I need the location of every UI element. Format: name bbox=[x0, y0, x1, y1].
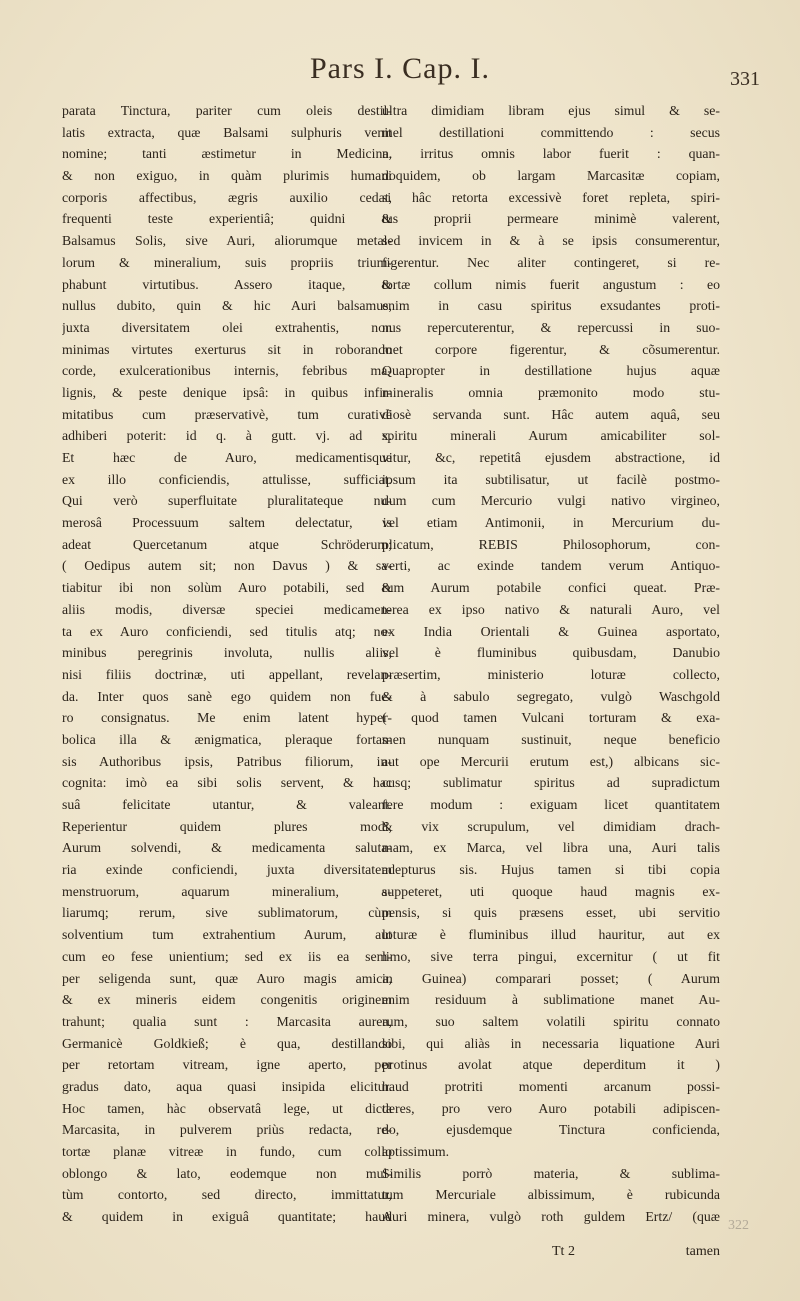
text-line: cusq; sublimatur spiritus ad supradictum bbox=[382, 775, 720, 791]
text-line: vel etiam Antimonii, in Mercurium du- bbox=[382, 515, 720, 531]
text-line: sibi, qui aliàs in necessaria liquatione Auri bbox=[382, 1035, 720, 1051]
text-line: menstruorum, aquarum mineralium, a- bbox=[62, 883, 392, 899]
text-line: Hoc tamen, hàc observatâ lege, ut dicta bbox=[62, 1100, 392, 1116]
text-line: gradus dato, aqua quasi insipida elicitur. bbox=[62, 1078, 392, 1094]
text-line: nisi filiis doctrinæ, uti appellant, revelan- bbox=[62, 666, 392, 682]
text-line: minimas virtutes exerturus sit in roborando bbox=[62, 341, 392, 357]
text-line: suâ felicitate utantur, & valeant. bbox=[62, 797, 392, 812]
text-line: aut ope Mercurii erutum est,) albicans sic- bbox=[382, 753, 720, 769]
right-column bbox=[382, 100, 720, 1228]
text-line: vitur, &c, repetitâ ejusdem abstractione, id bbox=[382, 450, 720, 465]
text-line: mam, ex Marca, vel libra una, Auri talis bbox=[382, 840, 720, 856]
text-line: cognita: imò ea sibi solis servent, & hac bbox=[62, 775, 392, 791]
text-line: per retortam vitream, igne aperto, per bbox=[62, 1057, 392, 1073]
text-line: frequenti teste experientiâ; quidni & bbox=[62, 211, 392, 227]
running-head: Pars I. Cap. I. bbox=[310, 52, 490, 85]
text-line: in Guinea) comparari posset; ( Aurum bbox=[382, 970, 720, 986]
margin-note: 322 bbox=[728, 1218, 749, 1233]
text-line: Marcasita, in pulverem priùs redacta, re- bbox=[62, 1122, 392, 1138]
text-line: enim residuum à sublimatione manet Au- bbox=[382, 992, 720, 1008]
text-line: dum cum Mercurio vulgi nativo virgineo, bbox=[382, 493, 720, 509]
text-line: juxta diversitatem olei extrahentis, non bbox=[62, 319, 392, 335]
text-line: loturæ è fluminibus illud hauritur, aut ex bbox=[382, 927, 720, 943]
text-line: ta ex Auro conficiendi, sed titulis atq; no- bbox=[62, 623, 392, 639]
text-line: tum Mercuriale albissimum, è rubicunda bbox=[382, 1187, 720, 1203]
text-line: figerentur. Nec aliter contingeret, si re- bbox=[382, 254, 720, 270]
text-line: adepturus sis. Hujus tamen si tibi copia bbox=[382, 862, 720, 878]
text-line: Reperientur quidem plures modi, bbox=[62, 818, 392, 834]
text-line: doquidem, ob largam Marcasitæ copiam, bbox=[382, 168, 720, 184]
page-header bbox=[0, 52, 800, 92]
text-line: enim in casu spiritus exsudantes proti- bbox=[382, 298, 720, 314]
text-line: Aurum solvendi, & medicamenta saluta- bbox=[62, 840, 392, 856]
text-line: vel è fluminibus quibusdam, Danubio bbox=[382, 645, 720, 661]
text-line: aptissimum. bbox=[382, 1144, 450, 1159]
text-line: mel destillationi committendo : secus bbox=[382, 124, 720, 140]
text-line: nomine; tanti æstimetur in Medicina, bbox=[62, 146, 392, 162]
text-line: ex India Orientali & Guinea asportato, bbox=[382, 623, 720, 639]
text-line: sed invicem in & à se ipsis consumerentur, bbox=[382, 233, 720, 249]
text-line: rum, suo saltem volatili spiritu connato bbox=[382, 1013, 720, 1029]
text-line: men nunquam sustinuit, neque beneficio bbox=[382, 731, 720, 747]
text-line: deres, pro vero Auro potabili adipiscen- bbox=[382, 1100, 720, 1116]
text-line: verti, ac exinde tandem verum Antiquo- bbox=[382, 558, 720, 574]
text-line: ( Oedipus autem sit; non Davus ) & sa- bbox=[62, 558, 392, 574]
text-line: spiritu minerali Aurum amicabiliter sol- bbox=[382, 428, 720, 444]
text-line: Et hæc de Auro, medicamentisque bbox=[62, 450, 392, 465]
text-line: corde, exulcerationibus internis, febribus ma- bbox=[62, 363, 392, 379]
text-line: ro consignatus. Me enim latent hyper- bbox=[62, 710, 392, 726]
text-line: suppeteret, uti quoque haud magnis ex- bbox=[382, 883, 720, 899]
text-line: solventium tum extrahentium Aurum, aut bbox=[62, 927, 392, 943]
text-line: do, ejusdemque Tinctura conficienda, bbox=[382, 1122, 720, 1138]
text-line: sis Authoribus ipsis, Patribus filiorum, in- bbox=[62, 753, 392, 769]
text-line: per seligenda sunt, quæ Auro magis amica, bbox=[62, 970, 392, 986]
text-line: Qui verò superfluitate pluralitateque nu- bbox=[62, 493, 392, 509]
text-line: Similis porrò materia, & sublima- bbox=[382, 1165, 720, 1181]
text-line: limo, sive terra pingui, excernitur ( ut fit bbox=[382, 948, 720, 964]
catchword: tamen bbox=[685, 1244, 720, 1259]
text-line: mineralis omnia præmonito modo stu- bbox=[382, 384, 720, 400]
text-line: latis extracta, quæ Balsami sulphuris venit bbox=[62, 124, 392, 140]
text-line: tortæ collum nimis fuerit angustum : eo bbox=[382, 276, 720, 292]
text-line: ultra dimidiam libram ejus simul & se- bbox=[382, 103, 720, 118]
text-line: protinus avolat atque deperditum it ) bbox=[382, 1057, 720, 1073]
text-line: cum eo fese unientium; sed ex iis ea sem- bbox=[62, 948, 392, 964]
text-line: & vix scrupulum, vel dimidiam drach- bbox=[382, 818, 720, 834]
text-line: tiabitur ibi non solùm Auro potabili, sed & bbox=[62, 580, 392, 596]
text-line: n. irritus omnis labor fuerit : quan- bbox=[382, 146, 720, 162]
text-line: Auri minera, vulgò roth guldem Ertz/ (quæ bbox=[382, 1209, 720, 1225]
text-line: plicatum, REBIS Philosophorum, con- bbox=[382, 536, 720, 552]
text-line: phabunt virtutibus. Assero itaque, & bbox=[62, 276, 392, 292]
text-line: nus repercuterentur, & repercussi in suo- bbox=[382, 319, 720, 335]
text-line: parata Tinctura, pariter cum oleis destil- bbox=[62, 103, 392, 118]
text-line: ex illo conficiendis, attulisse, sufficiat. bbox=[62, 471, 392, 487]
text-line: terea ex ipso nativo & naturali Auro, vel bbox=[382, 601, 720, 617]
text-line: tus proprii permeare minimè valerent, bbox=[382, 211, 720, 227]
text-line: mitatibus cum præservativè, tum curativè bbox=[62, 406, 392, 422]
text-line: præsertim, ministerio loturæ collecto, bbox=[382, 666, 720, 682]
text-line: si hâc retorta excessivè foret repleta, spiri- bbox=[382, 189, 720, 205]
text-line: adhiberi poterit: id q. à gutt. vj. ad x. bbox=[62, 428, 392, 444]
text-line: nullus dubito, quin & hic Auri balsamus, bbox=[62, 298, 392, 314]
text-line: da. Inter quos sanè ego quidem non fue- bbox=[62, 688, 392, 704]
text-line: trahunt; qualia sunt : Marcasita aurea, bbox=[62, 1013, 392, 1029]
text-line: aliis modis, diversæ speciei medicamen- bbox=[62, 601, 392, 617]
text-line: pensis, si quis præsens esset, ubi servitio bbox=[382, 905, 720, 921]
text-line: Germanicè Goldkieß; è qua, destillando bbox=[62, 1035, 392, 1051]
text-line: merosâ Processuum saltem delectatur, is bbox=[62, 515, 392, 531]
text-line: liarumq; rerum, sive sublimatorum, cùm bbox=[62, 905, 392, 921]
text-line: oblongo & lato, eodemque non mul- bbox=[62, 1165, 392, 1181]
text-line: rum Aurum potabile confici queat. Præ- bbox=[382, 580, 720, 596]
text-line: lorum & mineralium, suis propriis trium- bbox=[62, 254, 392, 270]
text-line: Balsamus Solis, sive Auri, aliorumque metal- bbox=[62, 233, 392, 249]
text-line: & non exiguo, in quàm plurimis humani bbox=[62, 168, 392, 184]
text-line: & ex mineris eidem congenitis originem bbox=[62, 992, 392, 1008]
text-line: & à sabulo segregato, vulgò Waschgold bbox=[382, 688, 720, 704]
left-column bbox=[62, 100, 392, 1228]
text-line: fere modum : exiguam licet quantitatem bbox=[382, 797, 720, 812]
text-line: haud protriti momenti arcanum possi- bbox=[382, 1078, 720, 1094]
text-line: Quapropter in destillatione hujus aquæ bbox=[382, 363, 720, 379]
text-line: ( quod tamen Vulcani torturam & exa- bbox=[382, 710, 720, 726]
text-line: tortæ planæ vitreæ in fundo, cum collo bbox=[62, 1144, 392, 1159]
text-line: adeat Quercetanum atque Schröderum; bbox=[62, 536, 392, 552]
text-line: ria exinde conficiendi, juxta diversitatem bbox=[62, 862, 392, 878]
text-line: diosè servanda sunt. Hâc autem aquâ, seu bbox=[382, 406, 720, 422]
page-footer bbox=[382, 1244, 720, 1266]
text-line: & quidem in exiguâ quantitate; haud bbox=[62, 1209, 392, 1225]
text-line: met corpore figerentur, & cõsumerentur. bbox=[382, 341, 720, 357]
text-line: bolica illa & ænigmatica, pleraque fortas- bbox=[62, 731, 392, 747]
text-line: ipsum ita subtilisatur, ut facilè postmo- bbox=[382, 471, 720, 487]
text-line: corporis affectibus, ægris auxilio cedat, bbox=[62, 189, 392, 205]
signature-mark: Tt 2 bbox=[552, 1244, 575, 1259]
page-number: 331 bbox=[730, 68, 760, 90]
text-line: tùm contorto, sed directo, immittatur, bbox=[62, 1187, 392, 1203]
text-line: lignis, & peste denique ipsâ: in quibus infir- bbox=[62, 384, 392, 400]
text-line: minibus peregrinis involuta, nullis aliis, bbox=[62, 645, 392, 661]
